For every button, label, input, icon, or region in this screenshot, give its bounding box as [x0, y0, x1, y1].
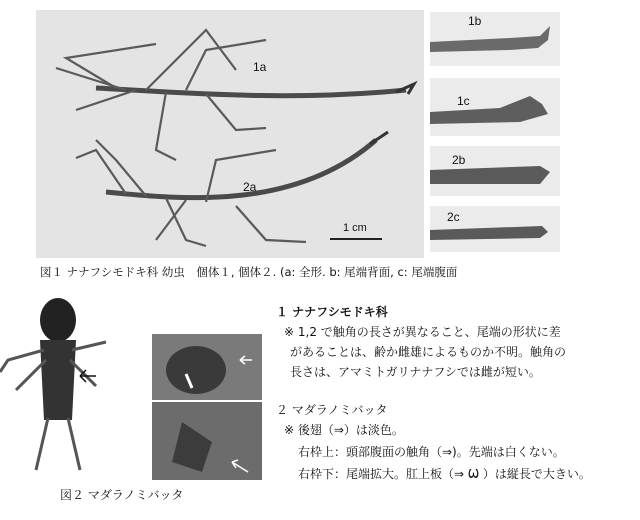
- photo-1b: [430, 12, 560, 66]
- section1-line3: 長さは、アマミトガリナナフシでは雌が短い。: [290, 365, 541, 379]
- section2-line1: ※ 後翅（⇒）は淡色。: [284, 423, 404, 437]
- figure1-label-2b: 2b: [452, 153, 466, 167]
- tail-dorsal-2b: [430, 146, 560, 196]
- stick-insect-illustration: [36, 10, 424, 258]
- grasshopper-illustration: [0, 290, 150, 480]
- figure1-label-1c: 1c: [457, 94, 470, 108]
- section1-title: １ ナナフシモドキ科: [276, 305, 388, 319]
- figure1-label-2c: 2c: [447, 210, 460, 224]
- head-antenna-closeup: [152, 334, 262, 400]
- section2-line3: 右枠下：尾端拡大。肛上板（⇒ Ѡ ）は縦長で大きい。: [298, 467, 591, 481]
- figure1-label-2a: 2a: [243, 180, 257, 194]
- scale-bar: [330, 238, 382, 240]
- figure2-caption: 図２ マダラノミバッタ: [60, 488, 184, 502]
- photo-1c: [430, 78, 560, 136]
- section2-line2: 右枠上：頭部腹面の触角（⇒)。先端は白くない。: [298, 445, 565, 459]
- figure1-main-photo: [36, 10, 424, 258]
- figure2-main-photo: [0, 290, 150, 480]
- figure2-inset-head: [152, 334, 262, 400]
- figure1-label-1b: 1b: [468, 14, 482, 28]
- section2-title: ２ マダラノミバッタ: [276, 403, 388, 417]
- figure2-inset-tail: [152, 402, 262, 480]
- section1-line2: があることは、齢か雌雄によるものか不明。触角の: [290, 345, 567, 359]
- scale-bar-label: 1 cm: [343, 222, 367, 234]
- photo-2b: [430, 146, 560, 196]
- figure1-caption: 図１ ナナフシモドキ科 幼虫 個体１, 個体２. (a: 全形. b: 尾端背面, c: 尾端腹面: [40, 265, 458, 279]
- tail-closeup: [152, 402, 262, 480]
- tail-dorsal-1b: [430, 12, 560, 66]
- figure1-label-1a: 1a: [253, 60, 267, 74]
- section1-line1: ※ 1,2 で触角の長さが異なること、尾端の形状に差: [284, 325, 561, 339]
- tail-ventral-1c: [430, 78, 560, 136]
